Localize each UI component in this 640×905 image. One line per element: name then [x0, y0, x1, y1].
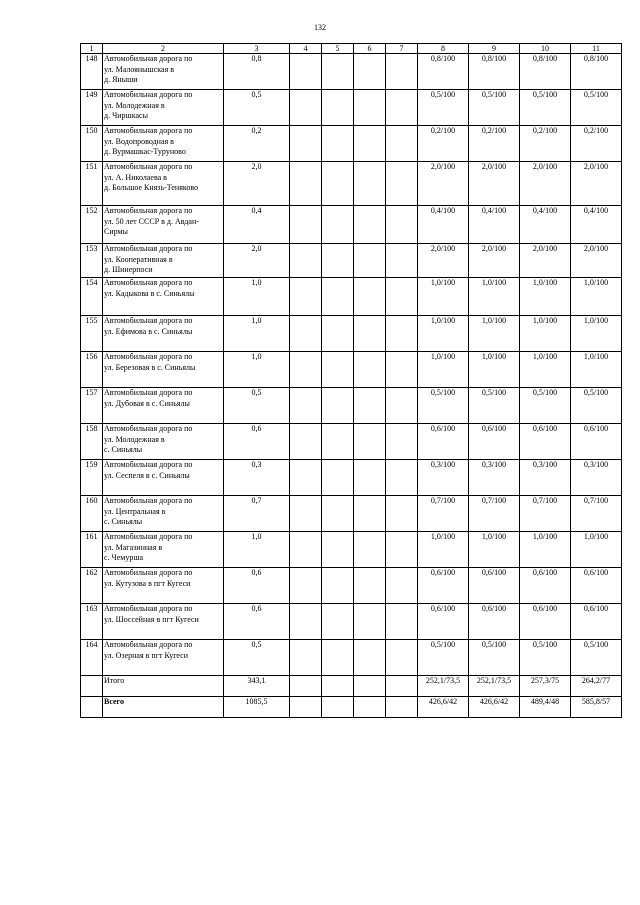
- column-header: 3: [224, 44, 290, 54]
- value-cell: 1,0/100: [418, 316, 469, 352]
- empty-cell: [322, 388, 354, 424]
- length-cell: 0,5: [224, 90, 290, 126]
- empty-cell: [322, 604, 354, 640]
- road-name-line: ул. Молодежная в: [104, 434, 165, 444]
- empty-cell: [290, 244, 322, 278]
- empty-cell: [322, 244, 354, 278]
- value-cell: 0,6/100: [418, 424, 469, 460]
- road-name-line: Сирмы: [104, 227, 128, 237]
- empty-cell: [386, 697, 418, 718]
- empty-cell: [354, 388, 386, 424]
- value-cell: 0,5/100: [418, 388, 469, 424]
- table-row: [81, 126, 622, 162]
- road-name-line: Автомобильная дорога по: [104, 244, 193, 253]
- road-name-line: Автомобильная дорога по: [104, 352, 193, 361]
- value-cell: 1,0/100: [520, 316, 571, 352]
- road-name-line: с. Чемурша: [104, 553, 144, 563]
- value-cell: 1,0/100: [469, 316, 520, 352]
- road-name-line: ул. Кутузова в пгт Кугеси: [104, 578, 191, 588]
- empty-cell: [354, 54, 386, 90]
- table-body: [81, 54, 622, 718]
- empty-cell: [322, 278, 354, 316]
- value-cell: 0,6/100: [520, 568, 571, 604]
- empty-cell: [354, 162, 386, 206]
- value-cell: 1,0/100: [418, 352, 469, 388]
- table-row: [81, 424, 622, 460]
- road-name-line: ул. Кооперативная в: [104, 254, 173, 264]
- value-cell: 0,7/100: [469, 496, 520, 532]
- total-value: 257,3/75: [520, 676, 571, 697]
- table-row: [81, 496, 622, 532]
- empty-cell: [354, 244, 386, 278]
- column-header: 9: [469, 44, 520, 54]
- column-header: 6: [354, 44, 386, 54]
- empty-cell: [386, 532, 418, 568]
- length-cell: 0,6: [224, 568, 290, 604]
- empty-cell: [322, 90, 354, 126]
- table-row: [81, 568, 622, 604]
- value-cell: 0,8/100: [418, 54, 469, 90]
- road-name-line: ул. А. Николаева в: [104, 172, 167, 182]
- column-header: 4: [290, 44, 322, 54]
- value-cell: 1,0/100: [520, 278, 571, 316]
- row-number: 163: [81, 604, 103, 640]
- road-name-line: Автомобильная дорога по: [104, 640, 193, 649]
- empty-cell: [354, 206, 386, 244]
- road-name-line: Автомобильная дорога по: [104, 568, 193, 577]
- empty-cell: [386, 352, 418, 388]
- value-cell: 0,3/100: [469, 460, 520, 496]
- road-name: [103, 640, 224, 676]
- empty-cell: [322, 126, 354, 162]
- row-number: 156: [81, 352, 103, 388]
- empty-cell: [386, 90, 418, 126]
- empty-cell: [386, 676, 418, 697]
- row-number: 158: [81, 424, 103, 460]
- road-name-line: Автомобильная дорога по: [104, 532, 193, 541]
- value-cell: 2,0/100: [418, 162, 469, 206]
- road-name-line: ул. Магазинная в: [104, 542, 163, 552]
- road-name-line: Автомобильная дорога по: [104, 162, 193, 171]
- total-length: 1085,5: [224, 697, 290, 718]
- column-header: 10: [520, 44, 571, 54]
- empty-cell: [386, 162, 418, 206]
- column-header: 11: [571, 44, 622, 54]
- value-cell: 0,7/100: [520, 496, 571, 532]
- empty-cell: [322, 496, 354, 532]
- table-row: [81, 278, 622, 316]
- length-cell: 0,8: [224, 54, 290, 90]
- road-name-line: Автомобильная дорога по: [104, 460, 193, 469]
- value-cell: 0,2/100: [520, 126, 571, 162]
- row-number: 164: [81, 640, 103, 676]
- value-cell: 2,0/100: [469, 162, 520, 206]
- road-name-line: д. Вурмашкас-Туруново: [104, 147, 186, 157]
- value-cell: 0,5/100: [571, 388, 622, 424]
- length-cell: 1,0: [224, 278, 290, 316]
- value-cell: 1,0/100: [571, 278, 622, 316]
- road-name-line: ул. Ефимова в с. Синьялы: [104, 326, 193, 336]
- empty-cell: [290, 352, 322, 388]
- value-cell: 0,6/100: [469, 424, 520, 460]
- empty-cell: [386, 496, 418, 532]
- empty-cell: [386, 244, 418, 278]
- value-cell: 0,8/100: [520, 54, 571, 90]
- empty-cell: [322, 697, 354, 718]
- value-cell: 2,0/100: [520, 162, 571, 206]
- length-cell: 0,6: [224, 604, 290, 640]
- total-value: 489,4/48: [520, 697, 571, 718]
- value-cell: 1,0/100: [571, 316, 622, 352]
- value-cell: 0,8/100: [571, 54, 622, 90]
- road-name: [103, 352, 224, 388]
- empty-cell: [322, 424, 354, 460]
- value-cell: 0,6/100: [571, 604, 622, 640]
- row-number: 152: [81, 206, 103, 244]
- empty-cell: [354, 460, 386, 496]
- empty-cell: [81, 676, 103, 697]
- length-cell: 2,0: [224, 162, 290, 206]
- value-cell: 0,5/100: [418, 90, 469, 126]
- row-number: 162: [81, 568, 103, 604]
- value-cell: 2,0/100: [469, 244, 520, 278]
- road-name-line: д. Большое Князь-Теняково: [104, 183, 199, 193]
- value-cell: 0,7/100: [418, 496, 469, 532]
- row-number: 148: [81, 54, 103, 90]
- empty-cell: [354, 496, 386, 532]
- empty-cell: [322, 676, 354, 697]
- road-name-line: ул. Озерная в пгт Кугеси: [104, 650, 188, 660]
- value-cell: 0,7/100: [571, 496, 622, 532]
- value-cell: 0,2/100: [418, 126, 469, 162]
- empty-cell: [290, 604, 322, 640]
- empty-cell: [354, 90, 386, 126]
- road-name-line: ул. Молодежная в: [104, 100, 165, 110]
- empty-cell: [290, 126, 322, 162]
- road-name: [103, 206, 224, 244]
- empty-cell: [386, 54, 418, 90]
- value-cell: 0,4/100: [418, 206, 469, 244]
- value-cell: 1,0/100: [520, 352, 571, 388]
- value-cell: 0,5/100: [469, 90, 520, 126]
- row-number: 149: [81, 90, 103, 126]
- road-name: [103, 496, 224, 532]
- road-name-line: Автомобильная дорога по: [104, 206, 193, 215]
- road-name-line: Автомобильная дорога по: [104, 496, 193, 505]
- row-number: 154: [81, 278, 103, 316]
- value-cell: 2,0/100: [571, 244, 622, 278]
- empty-cell: [354, 532, 386, 568]
- road-name: [103, 532, 224, 568]
- empty-cell: [354, 424, 386, 460]
- empty-cell: [386, 316, 418, 352]
- empty-cell: [290, 496, 322, 532]
- empty-cell: [322, 640, 354, 676]
- value-cell: 0,5/100: [469, 388, 520, 424]
- road-name-line: ул. Кадыкова в с. Синьялы: [104, 288, 195, 298]
- value-cell: 0,6/100: [571, 568, 622, 604]
- empty-cell: [354, 676, 386, 697]
- road-name-line: с. Синьялы: [104, 445, 143, 455]
- table-row: [81, 316, 622, 352]
- empty-cell: [290, 697, 322, 718]
- value-cell: 0,6/100: [520, 424, 571, 460]
- length-cell: 0,4: [224, 206, 290, 244]
- table-row: [81, 604, 622, 640]
- road-name-line: д. Чиршкасы: [104, 111, 148, 121]
- empty-cell: [322, 460, 354, 496]
- road-name-line: ул. Малоянышская в: [104, 64, 175, 74]
- value-cell: 0,5/100: [469, 640, 520, 676]
- empty-cell: [290, 388, 322, 424]
- empty-cell: [290, 90, 322, 126]
- empty-cell: [386, 604, 418, 640]
- empty-cell: [290, 278, 322, 316]
- column-header: 2: [103, 44, 224, 54]
- table-row: [81, 388, 622, 424]
- table-row: [81, 90, 622, 126]
- empty-cell: [290, 676, 322, 697]
- road-name-line: Автомобильная дорога по: [104, 424, 193, 433]
- road-name: [103, 424, 224, 460]
- empty-cell: [290, 568, 322, 604]
- table-row: [81, 206, 622, 244]
- row-number: 161: [81, 532, 103, 568]
- road-name-line: ул. Березовая в с. Синьялы: [104, 362, 196, 372]
- road-name-line: с. Синьялы: [104, 517, 143, 527]
- road-name: [103, 460, 224, 496]
- column-header: 1: [81, 44, 103, 54]
- empty-cell: [322, 532, 354, 568]
- value-cell: 0,6/100: [418, 568, 469, 604]
- value-cell: 2,0/100: [520, 244, 571, 278]
- empty-cell: [354, 568, 386, 604]
- road-name-line: ул. Центральная в: [104, 506, 166, 516]
- length-cell: 1,0: [224, 532, 290, 568]
- length-cell: 0,2: [224, 126, 290, 162]
- length-cell: 0,3: [224, 460, 290, 496]
- table-row: [81, 460, 622, 496]
- grand-total-row: [81, 697, 622, 718]
- table-row: [81, 352, 622, 388]
- road-name-line: д. Яныши: [104, 75, 138, 85]
- road-name-line: ул. Шоссейная в пгт Кугеси: [104, 614, 199, 624]
- row-number: 153: [81, 244, 103, 278]
- empty-cell: [290, 640, 322, 676]
- row-number: 160: [81, 496, 103, 532]
- road-name: [103, 90, 224, 126]
- road-name: [103, 604, 224, 640]
- header-row: [81, 44, 622, 54]
- empty-cell: [354, 316, 386, 352]
- column-header: 5: [322, 44, 354, 54]
- value-cell: 0,5/100: [571, 90, 622, 126]
- road-name: [103, 388, 224, 424]
- total-value: 252,1/73,5: [418, 676, 469, 697]
- table-row: [81, 532, 622, 568]
- value-cell: 2,0/100: [571, 162, 622, 206]
- table-row: [81, 54, 622, 90]
- total-label: Итого: [103, 676, 224, 697]
- empty-cell: [354, 352, 386, 388]
- value-cell: 0,8/100: [469, 54, 520, 90]
- empty-cell: [290, 162, 322, 206]
- value-cell: 1,0/100: [418, 532, 469, 568]
- table-row: [81, 640, 622, 676]
- road-name-line: Автомобильная дорога по: [104, 388, 193, 397]
- empty-cell: [354, 278, 386, 316]
- total-row: [81, 676, 622, 697]
- empty-cell: [386, 388, 418, 424]
- empty-cell: [81, 697, 103, 718]
- empty-cell: [386, 460, 418, 496]
- empty-cell: [322, 352, 354, 388]
- value-cell: 0,4/100: [520, 206, 571, 244]
- length-cell: 1,0: [224, 316, 290, 352]
- empty-cell: [386, 126, 418, 162]
- value-cell: 0,6/100: [469, 568, 520, 604]
- road-name-line: д. Шинерпоси: [104, 265, 153, 275]
- value-cell: 0,4/100: [469, 206, 520, 244]
- road-name-line: Автомобильная дорога по: [104, 126, 193, 135]
- value-cell: 1,0/100: [469, 278, 520, 316]
- value-cell: 0,3/100: [571, 460, 622, 496]
- empty-cell: [290, 206, 322, 244]
- column-header: 8: [418, 44, 469, 54]
- total-value: 585,8/57: [571, 697, 622, 718]
- road-name-line: ул. Сеспеля в с. Синьялы: [104, 470, 190, 480]
- road-name-line: Автомобильная дорога по: [104, 278, 193, 287]
- road-name: [103, 278, 224, 316]
- road-name-line: ул. 50 лет СССР в д. Авдан-: [104, 216, 199, 226]
- road-name-line: Автомобильная дорога по: [104, 604, 193, 613]
- empty-cell: [386, 206, 418, 244]
- value-cell: 0,5/100: [520, 90, 571, 126]
- value-cell: 0,4/100: [571, 206, 622, 244]
- column-header: 7: [386, 44, 418, 54]
- value-cell: 0,5/100: [571, 640, 622, 676]
- value-cell: 1,0/100: [418, 278, 469, 316]
- row-number: 157: [81, 388, 103, 424]
- value-cell: 0,2/100: [571, 126, 622, 162]
- empty-cell: [290, 424, 322, 460]
- empty-cell: [386, 640, 418, 676]
- empty-cell: [354, 640, 386, 676]
- length-cell: 1,0: [224, 352, 290, 388]
- value-cell: 0,6/100: [418, 604, 469, 640]
- page-number: 132: [314, 23, 326, 32]
- road-name-line: ул. Дубовая в с. Синьялы: [104, 398, 190, 408]
- empty-cell: [290, 460, 322, 496]
- empty-cell: [386, 424, 418, 460]
- length-cell: 0,6: [224, 424, 290, 460]
- road-name: [103, 244, 224, 278]
- roads-table: [80, 43, 622, 718]
- empty-cell: [354, 126, 386, 162]
- value-cell: 0,6/100: [520, 604, 571, 640]
- value-cell: 1,0/100: [571, 352, 622, 388]
- empty-cell: [322, 54, 354, 90]
- value-cell: 0,5/100: [520, 640, 571, 676]
- length-cell: 0,7: [224, 496, 290, 532]
- empty-cell: [322, 568, 354, 604]
- length-cell: 0,5: [224, 388, 290, 424]
- value-cell: 0,3/100: [418, 460, 469, 496]
- total-value: 426,6/42: [469, 697, 520, 718]
- empty-cell: [322, 206, 354, 244]
- road-name-line: Автомобильная дорога по: [104, 316, 193, 325]
- value-cell: 0,6/100: [571, 424, 622, 460]
- row-number: 150: [81, 126, 103, 162]
- total-value: 264,2/77: [571, 676, 622, 697]
- empty-cell: [290, 54, 322, 90]
- length-cell: 2,0: [224, 244, 290, 278]
- road-name: [103, 126, 224, 162]
- road-name: [103, 54, 224, 90]
- row-number: 155: [81, 316, 103, 352]
- total-value: 426,6/42: [418, 697, 469, 718]
- road-name: [103, 568, 224, 604]
- empty-cell: [354, 604, 386, 640]
- row-number: 159: [81, 460, 103, 496]
- value-cell: 0,2/100: [469, 126, 520, 162]
- value-cell: 1,0/100: [571, 532, 622, 568]
- empty-cell: [322, 162, 354, 206]
- road-name-line: Автомобильная дорога по: [104, 54, 193, 63]
- total-value: 252,1/73,5: [469, 676, 520, 697]
- value-cell: 1,0/100: [469, 352, 520, 388]
- road-name: [103, 162, 224, 206]
- table-row: [81, 162, 622, 206]
- row-number: 151: [81, 162, 103, 206]
- road-name-line: Автомобильная дорога по: [104, 90, 193, 99]
- road-name-line: ул. Водопроводная в: [104, 136, 174, 146]
- empty-cell: [290, 316, 322, 352]
- road-name: [103, 316, 224, 352]
- empty-cell: [290, 532, 322, 568]
- value-cell: 0,5/100: [520, 388, 571, 424]
- empty-cell: [322, 316, 354, 352]
- length-cell: 0,5: [224, 640, 290, 676]
- table-row: [81, 244, 622, 278]
- value-cell: 0,3/100: [520, 460, 571, 496]
- empty-cell: [354, 697, 386, 718]
- value-cell: 2,0/100: [418, 244, 469, 278]
- value-cell: 1,0/100: [520, 532, 571, 568]
- total-label: Всего: [103, 697, 224, 718]
- value-cell: 1,0/100: [469, 532, 520, 568]
- total-length: 343,1: [224, 676, 290, 697]
- value-cell: 0,6/100: [469, 604, 520, 640]
- empty-cell: [386, 278, 418, 316]
- empty-cell: [386, 568, 418, 604]
- value-cell: 0,5/100: [418, 640, 469, 676]
